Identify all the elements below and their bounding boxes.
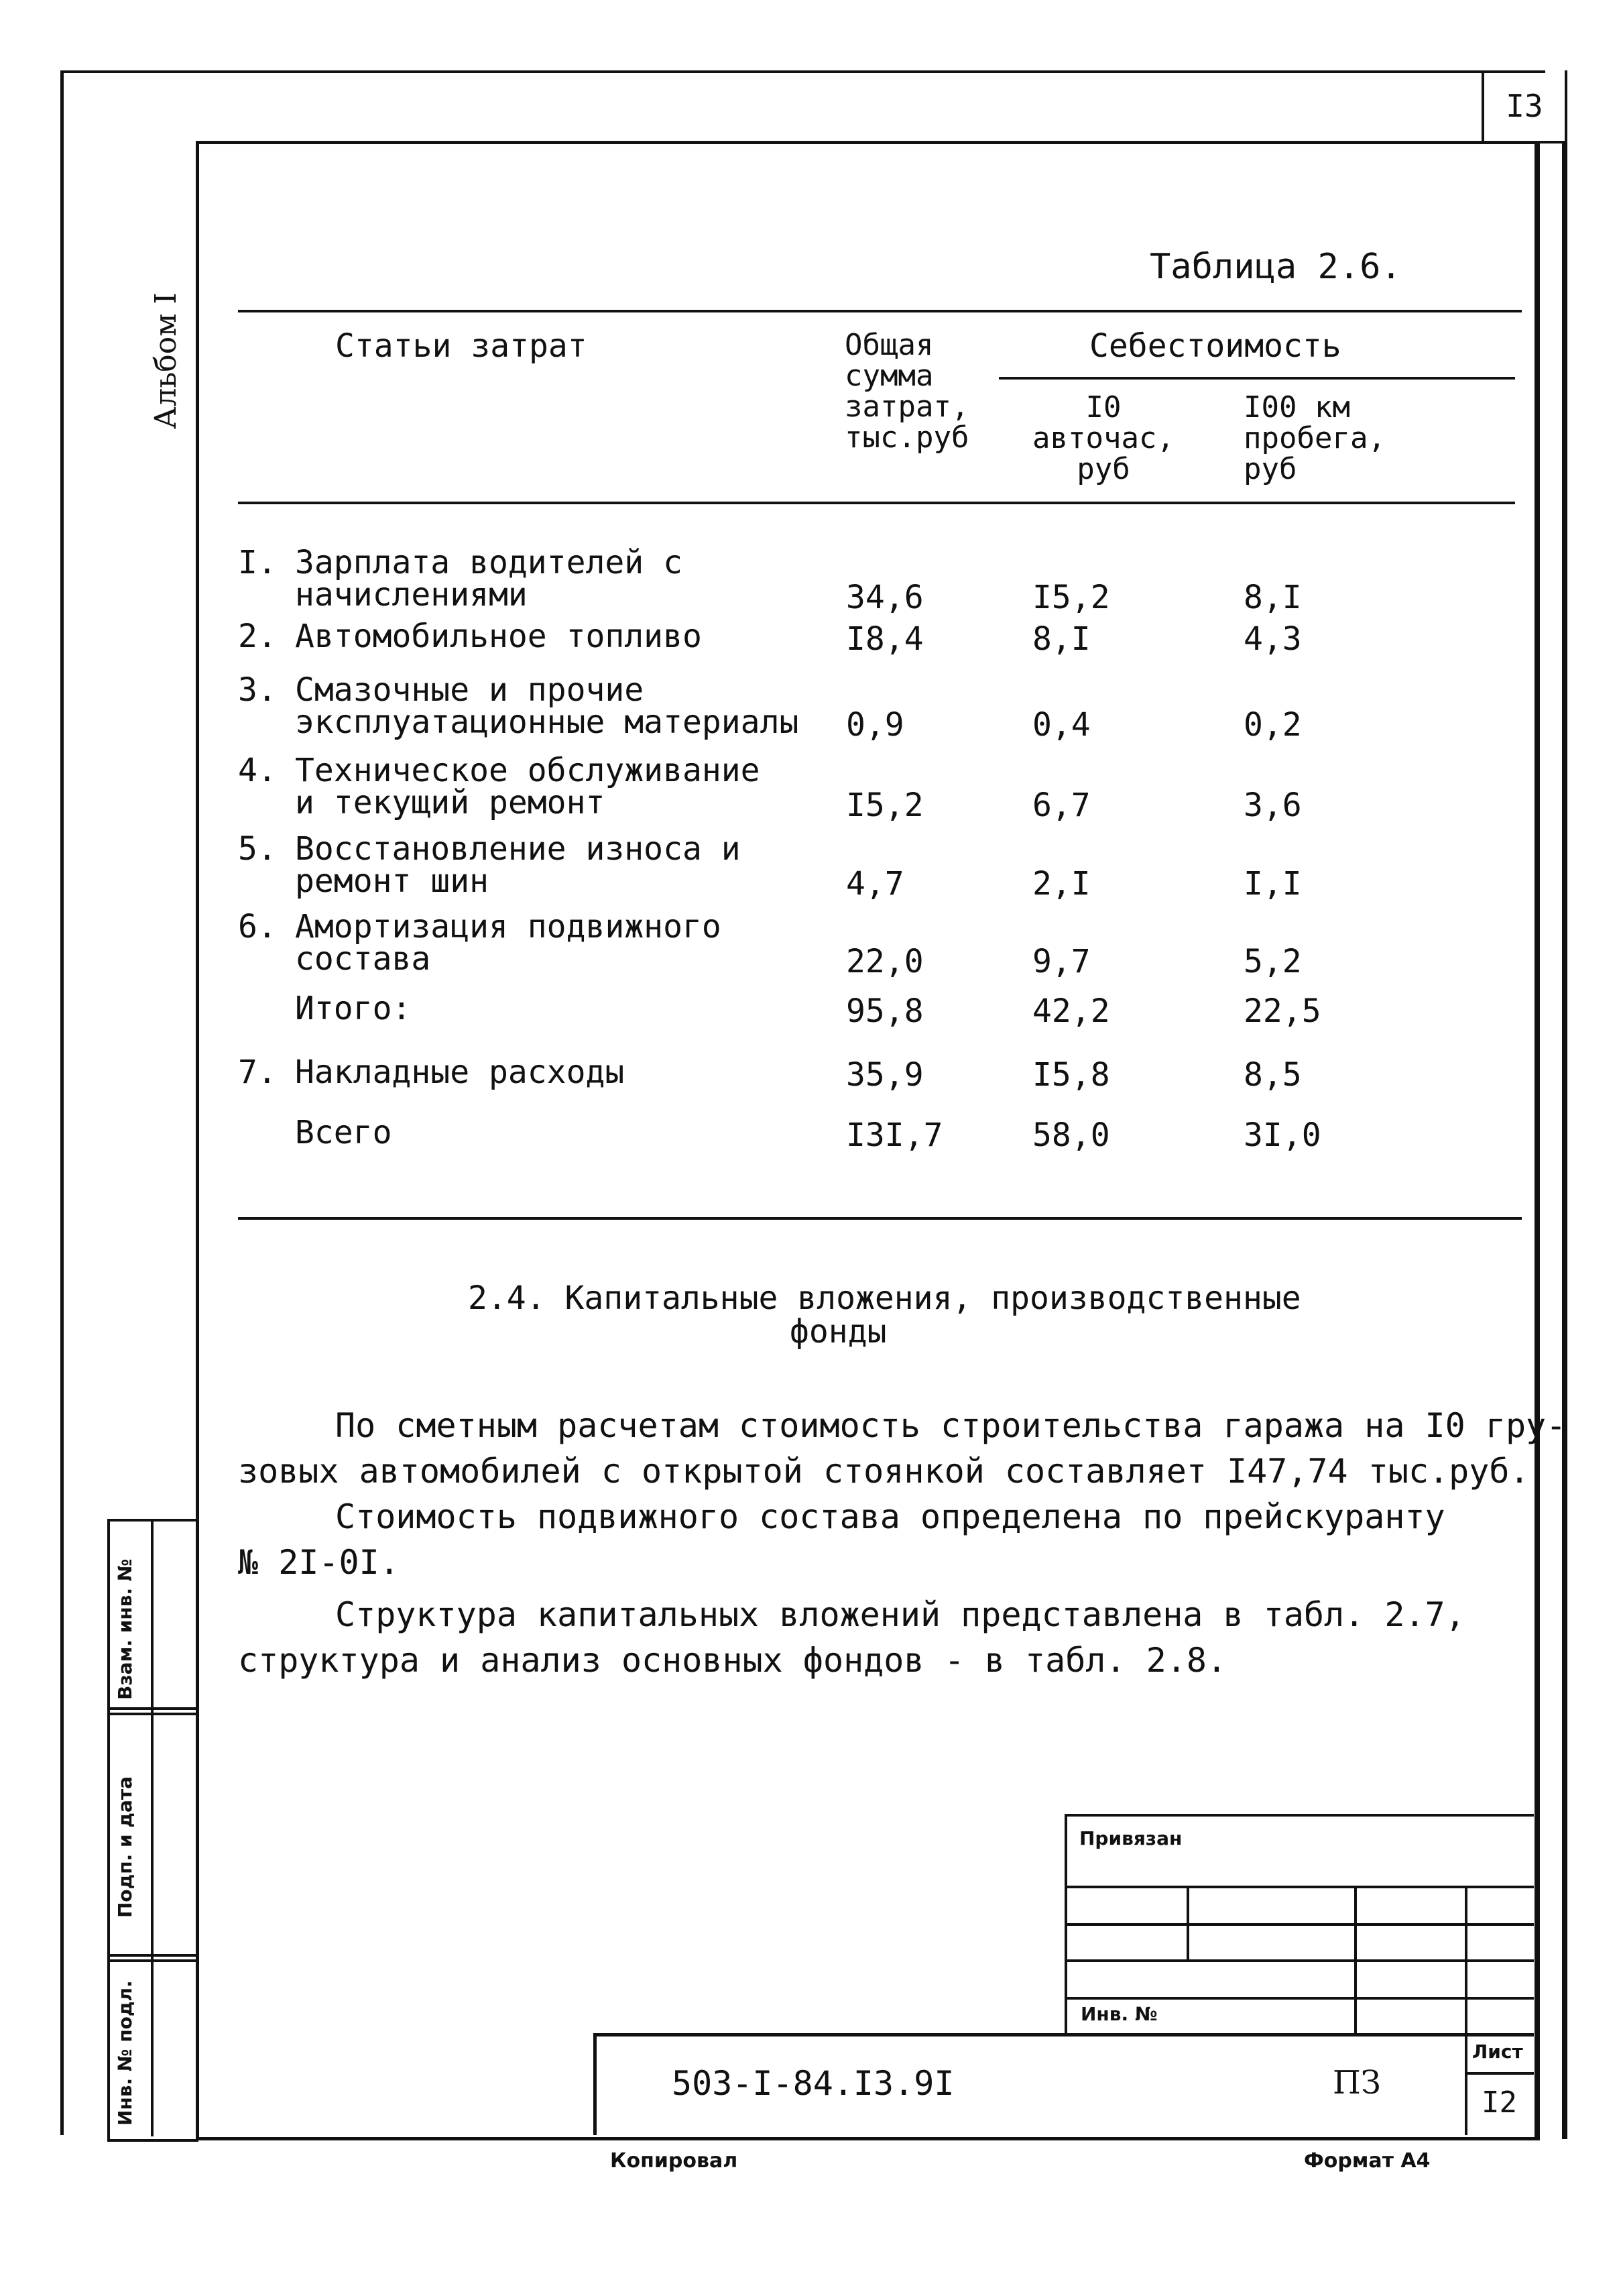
table-top-rule: [238, 310, 1522, 312]
cell-per-km: 8,I: [1244, 579, 1302, 616]
row-number: I.: [238, 544, 277, 581]
cell-per-km: 3,6: [1244, 787, 1302, 824]
row-label: Всего: [295, 1114, 392, 1151]
titleblock-col: [1187, 1886, 1189, 1961]
cell-per-hour: I5,8: [1032, 1056, 1110, 1094]
header-bottom-rule: [238, 502, 1515, 504]
row-label: Техническое обслуживание и текущий ремонт: [295, 752, 760, 821]
cell-per-hour: 8,I: [1032, 620, 1091, 658]
cell-total: 0,9: [846, 706, 904, 744]
cell-total: 34,6: [846, 579, 924, 616]
titleblock-row: [1065, 1886, 1534, 1888]
header-cost-rule: [999, 377, 1515, 380]
row-label: Накладные расходы: [295, 1053, 625, 1091]
stamp-divider: [151, 1954, 154, 2136]
cell-per-km: 3I,0: [1244, 1116, 1321, 1154]
cell-total: 95,8: [846, 992, 924, 1030]
stamp-original-label: Инв. № подл.: [114, 1980, 136, 2126]
paragraph-line: структура и анализ основных фондов - в табл. 2.8.: [238, 1641, 1227, 1680]
inventory-label: Инв. №: [1081, 2003, 1158, 2025]
cell-total: I3I,7: [846, 1116, 943, 1154]
titleblock-col: [1465, 1886, 1467, 2034]
titleblock-row: [1065, 1959, 1534, 1962]
cell-total: I5,2: [846, 787, 924, 824]
cell-total: I8,4: [846, 620, 924, 658]
row-number: 6.: [238, 908, 277, 945]
cell-total: 22,0: [846, 943, 924, 980]
album-label: Альбом I: [149, 292, 183, 429]
cell-per-km: 5,2: [1244, 943, 1302, 980]
table-bottom-rule: [238, 1217, 1522, 1220]
sheet-label: Лист: [1472, 2041, 1523, 2063]
row-number: 7.: [238, 1053, 277, 1091]
row-number: 5.: [238, 830, 277, 868]
titleblock-main-top: [593, 2033, 1534, 2036]
doc-code: 503-I-84.I3.9I: [672, 2064, 955, 2103]
row-label: Зарплата водителей с начислениями: [295, 544, 682, 614]
paragraph-line: зовых автомобилей с открытой стоянкой составляет I47,74 тыс.руб.: [238, 1452, 1530, 1491]
row-number: 4.: [238, 752, 277, 789]
paragraph-line: Стоимость подвижного состава определена по прейскуранту: [335, 1497, 1445, 1536]
stamp-replaced-label: Взам. инв. №: [114, 1558, 136, 1700]
cell-per-km: 0,2: [1244, 706, 1302, 744]
row-number: 3.: [238, 671, 277, 709]
table-title: Таблица 2.6.: [1150, 247, 1402, 287]
header-per-hour: I0 авточас, руб: [1032, 390, 1175, 486]
cell-per-hour: I5,2: [1032, 579, 1110, 616]
stamp-signature-label: Подп. и дата: [114, 1776, 136, 1918]
sheet-row: [1465, 2072, 1534, 2075]
titleblock-col: [1354, 1886, 1357, 2034]
cell-per-km: I,I: [1244, 865, 1302, 903]
header-total: Общая сумма затрат, тыс.руб: [845, 328, 969, 455]
section-title: 2.4. Капитальные вложения, производственные: [468, 1279, 1301, 1317]
row-label: Смазочные и прочие эксплуатационные материалы: [295, 671, 799, 741]
cell-total: 35,9: [846, 1056, 924, 1094]
header-item: Статьи затрат: [335, 327, 587, 365]
titleblock-row: [1065, 1923, 1534, 1926]
cell-per-hour: 2,I: [1032, 865, 1091, 903]
cell-per-hour: 9,7: [1032, 943, 1091, 980]
stamp-divider: [151, 1707, 154, 1957]
row-label: Итого:: [295, 990, 412, 1027]
row-label: Амортизация подвижного состава: [295, 908, 721, 978]
format-label: Формат А4: [1304, 2149, 1431, 2173]
row-label: Восстановление износа и ремонт шин: [295, 830, 741, 900]
row-number: 2.: [238, 618, 277, 655]
titleblock-main-left: [593, 2033, 597, 2135]
stamp-divider: [151, 1519, 154, 1710]
page-number: I3: [1482, 70, 1567, 144]
cell-per-km: 8,5: [1244, 1056, 1302, 1094]
cell-per-hour: 0,4: [1032, 706, 1091, 744]
paragraph-line: № 2I-0I.: [238, 1543, 400, 1582]
titleblock-top: [1065, 1814, 1534, 1817]
right-margin-line: [1562, 141, 1567, 2139]
header-cost: Себестоимость: [1089, 327, 1341, 365]
copied-label: Копировал: [610, 2149, 738, 2173]
cell-per-hour: 6,7: [1032, 787, 1091, 824]
cell-total: 4,7: [846, 865, 904, 903]
header-per-km: I00 км пробега, руб: [1244, 390, 1386, 486]
linked-label: Привязан: [1079, 1827, 1183, 1849]
cell-per-hour: 42,2: [1032, 992, 1110, 1030]
row-label: Автомобильное топливо: [295, 618, 702, 655]
titleblock-row: [1065, 1997, 1534, 2000]
sheet-number: I2: [1482, 2085, 1517, 2120]
doc-type: ПЗ: [1333, 2064, 1381, 2102]
cell-per-km: 22,5: [1244, 992, 1321, 1030]
cell-per-hour: 58,0: [1032, 1116, 1110, 1154]
paragraph-line: По сметным расчетам стоимость строительства гаража на I0 гру-: [335, 1406, 1567, 1445]
sheet-col: [1465, 2033, 1467, 2135]
cell-per-km: 4,3: [1244, 620, 1302, 658]
paragraph-line: Структура капитальных вложений представлена в табл. 2.7,: [335, 1595, 1465, 1634]
section-title-cont: фонды: [790, 1313, 887, 1351]
